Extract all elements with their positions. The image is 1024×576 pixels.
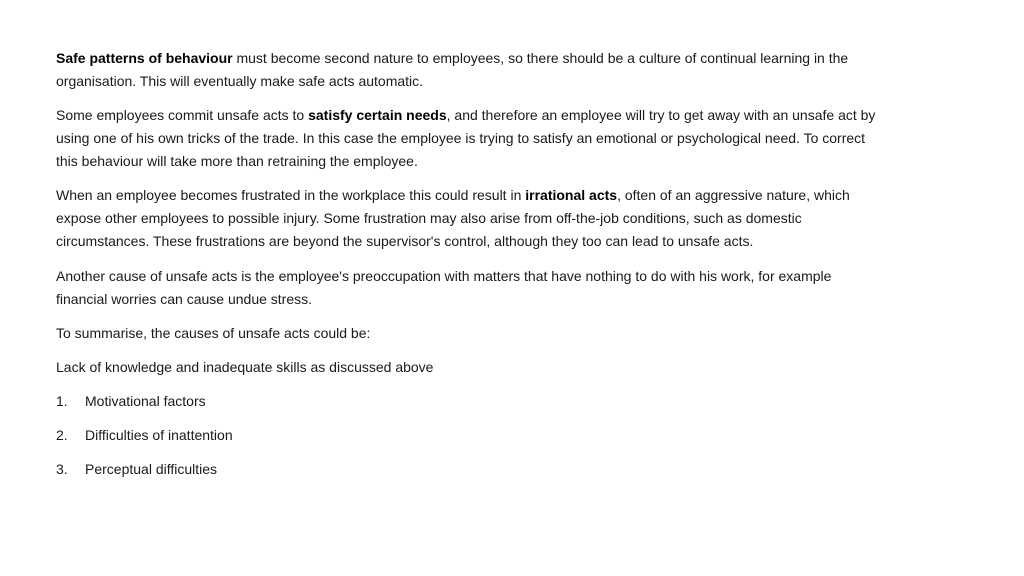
- text-run: this behaviour will take more than retraining the employee.: [56, 153, 418, 169]
- text-run: financial worries can cause undue stress.: [56, 291, 313, 307]
- text-run: , often of an aggressive nature, which: [617, 187, 850, 203]
- paragraph-5-line: [56, 324, 370, 342]
- paragraph-4-line: [56, 267, 831, 285]
- list-text: Motivational factors: [85, 393, 206, 409]
- text-run: expose other employees to possible injury. Some frustration may also arise from off-the-job conditions, such as domestic: [56, 210, 802, 226]
- paragraph-1-line: [56, 49, 848, 67]
- bold-term: satisfy certain needs: [308, 107, 447, 123]
- paragraph-2-line: [56, 152, 418, 170]
- list-number: 2.: [56, 427, 68, 443]
- paragraph-2-line: [56, 106, 875, 124]
- text-run: Lack of knowledge and inadequate skills as discussed above: [56, 359, 434, 375]
- paragraph-3-line: [56, 232, 753, 250]
- text-run: circumstances. These frustrations are beyond the supervisor's control, although they too can lead to unsafe acts.: [56, 233, 754, 249]
- list-item: [56, 426, 233, 444]
- list-item: [56, 392, 206, 410]
- list-number: 3.: [56, 461, 68, 477]
- text-run: Some employees commit unsafe acts to: [56, 107, 309, 123]
- bold-term: Safe patterns of behaviour: [56, 50, 233, 66]
- text-run: , and therefore an employee will try to get away with an unsafe act by: [446, 107, 876, 123]
- text-run: must become second nature to employees, so there should be a culture of continual learning in the: [232, 50, 849, 66]
- list-text: Difficulties of inattention: [85, 427, 233, 443]
- text-run: When an employee becomes frustrated in the workplace this could result in: [56, 187, 526, 203]
- paragraph-4-line: [56, 290, 312, 308]
- paragraph-3-line: [56, 186, 850, 204]
- paragraph-6-line: [56, 358, 433, 376]
- list-text: Perceptual difficulties: [85, 461, 218, 477]
- paragraph-1-line: [56, 72, 423, 90]
- paragraph-3-line: [56, 209, 802, 227]
- list-number: 1.: [56, 393, 68, 409]
- text-run: organisation. This will eventually make safe acts automatic.: [56, 73, 424, 89]
- list-item: [56, 460, 217, 478]
- text-run: using one of his own tricks of the trade. In this case the employee is trying to satisfy an emotional or psychological need. To correct: [56, 130, 866, 146]
- text-run: Another cause of unsafe acts is the employee's preoccupation with matters that have nothing to do with his work, for example: [56, 268, 832, 284]
- paragraph-2-line: [56, 129, 865, 147]
- bold-term: irrational acts: [525, 187, 618, 203]
- text-run: To summarise, the causes of unsafe acts could be:: [56, 325, 371, 341]
